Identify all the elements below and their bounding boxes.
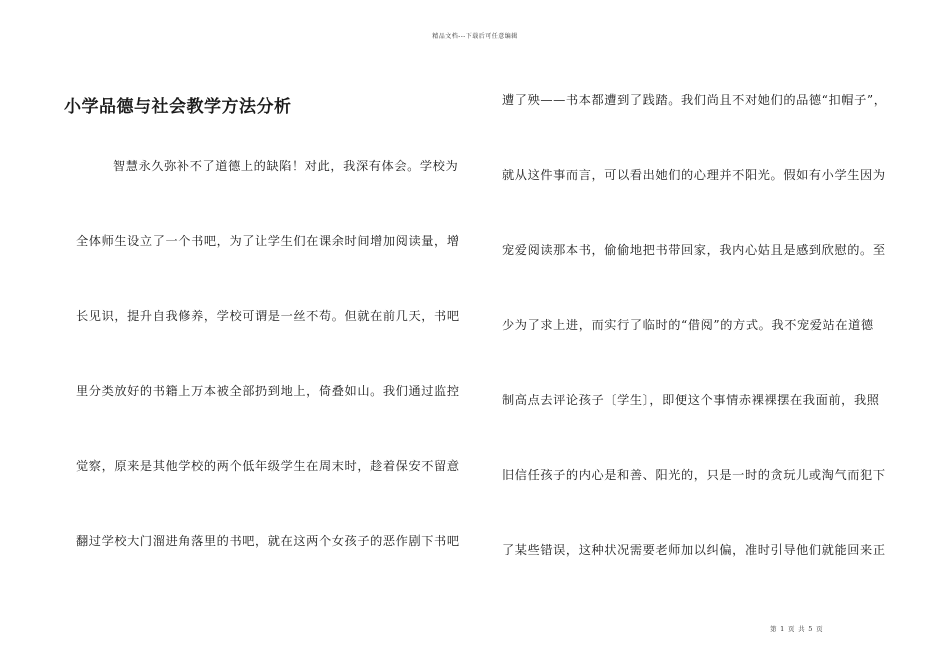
paragraph-line: 翻过学校大门溜进角落里的书吧，就在这两个女孩子的恶作剧下书吧 xyxy=(76,534,460,548)
paragraph-line: 少为了求上进，而实行了临时的“借阅”的方式。我不宠爱站在道德 xyxy=(502,318,874,332)
document-title: 小学品德与社会教学方法分析 xyxy=(64,97,292,117)
paragraph-line: 觉察，原来是其他学校的两个低年级学生在周末时，趁着保安不留意 xyxy=(76,459,460,473)
paragraph-line: 了某些错误，这种状况需要老师加以纠偏，准时引导他们就能回来正 xyxy=(502,543,886,557)
paragraph-line: 制高点去评论孩子〔学生〕，即便这个事情赤裸裸摆在我面前，我照 xyxy=(502,393,880,407)
page-header: 精品文档---下载后可任意编辑 xyxy=(432,33,518,40)
paragraph-line: 智慧永久弥补不了道德上的缺陷！对此，我深有体会。学校为 xyxy=(113,159,459,173)
page-number: 第 1 页 共 5 页 xyxy=(770,625,824,633)
paragraph-line: 旧信任孩子的内心是和善、阳光的，只是一时的贪玩儿或淘气而犯下 xyxy=(502,468,886,482)
paragraph-line: 全体师生设立了一个书吧，为了让学生们在课余时间增加阅读量，增 xyxy=(76,234,460,248)
paragraph-line: 长见识，提升自我修养，学校可谓是一丝不苟。但就在前几天，书吧 xyxy=(76,309,460,323)
paragraph-line: 就从这件事而言，可以看出她们的心理并不阳光。假如有小学生因为 xyxy=(502,168,886,182)
paragraph-line: 遭了殃——书本都遭到了践踏。我们尚且不对她们的品德“扣帽子”， xyxy=(502,93,887,107)
paragraph-line: 里分类放好的书籍上万本被全部扔到地上，倚叠如山。我们通过监控 xyxy=(76,384,460,398)
paragraph-line: 宠爱阅读那本书，偷偷地把书带回家，我内心姑且是感到欣慰的。至 xyxy=(502,243,886,257)
